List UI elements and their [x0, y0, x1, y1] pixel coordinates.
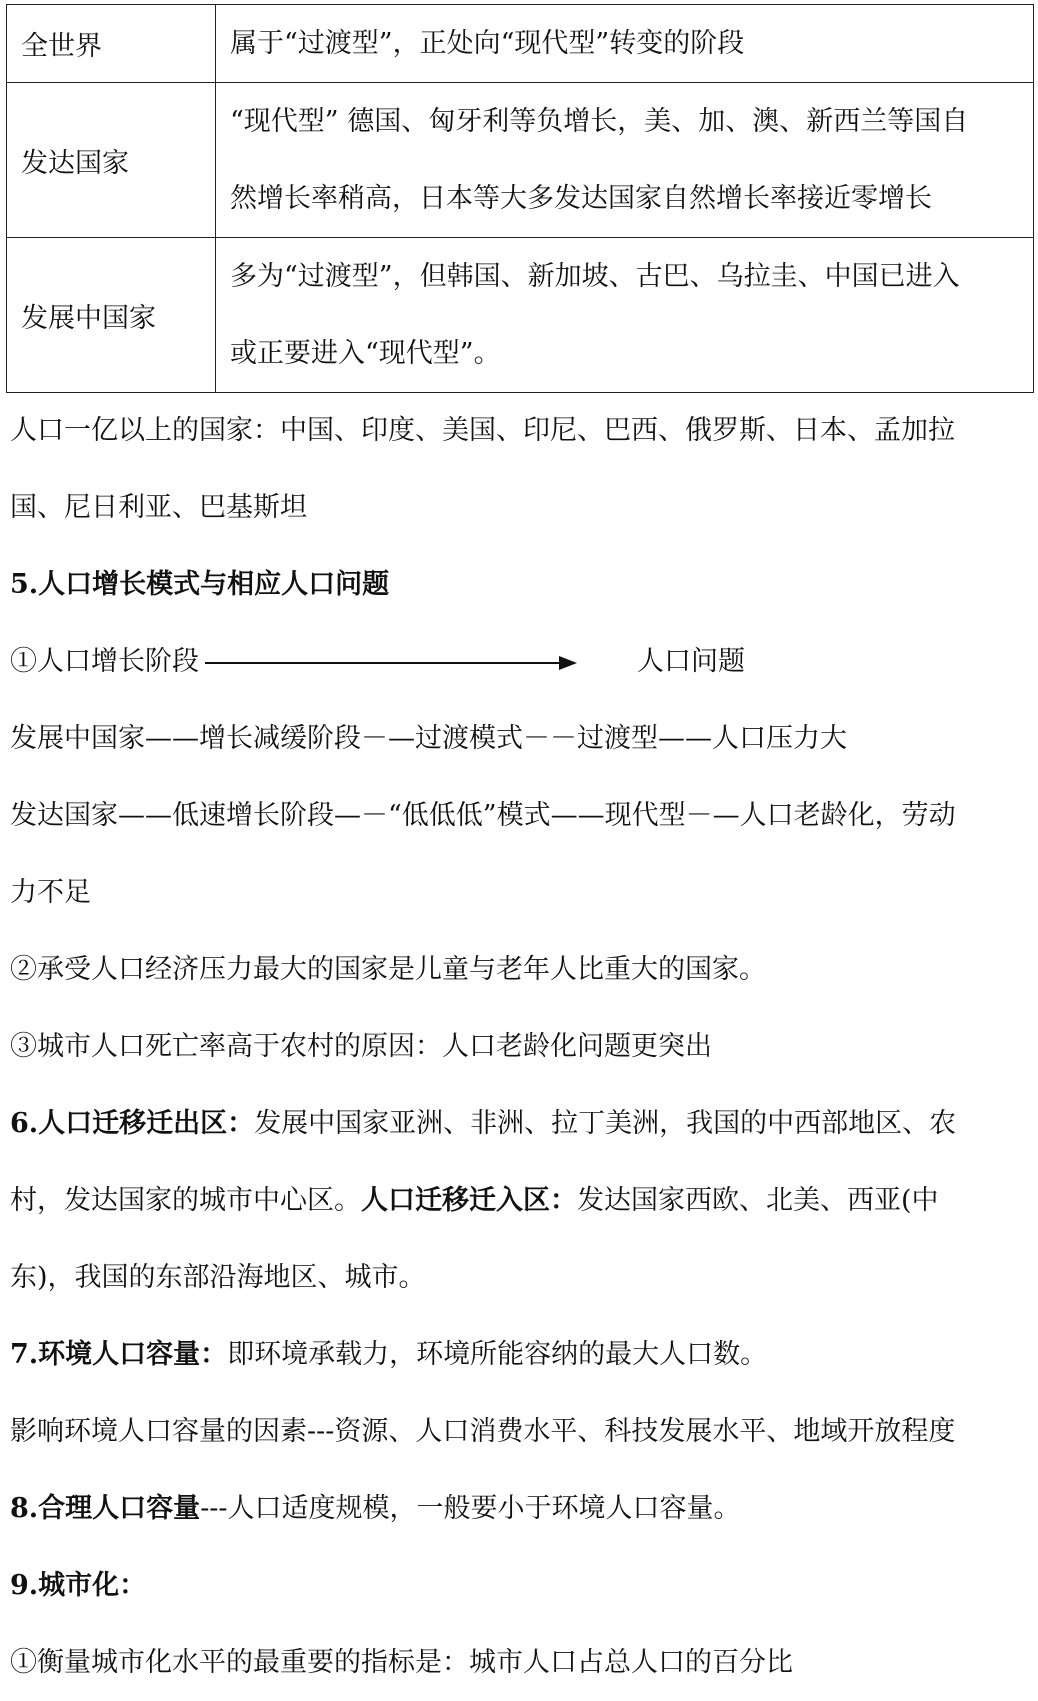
term-heading: 7.环境人口容量： — [10, 1339, 228, 1370]
paragraph-line: 国、尼日利亚、巴基斯坦 — [10, 492, 307, 523]
term-heading: 6.人口迁移迁出区： — [10, 1108, 255, 1139]
paragraph-line: 发展中国家——增长减缓阶段－—过渡模式－－过渡型——人口压力大 — [10, 723, 847, 754]
term-text: 村，发达国家的城市中心区。 — [10, 1185, 361, 1216]
description-cell — [216, 238, 1034, 393]
description-cell — [216, 5, 1034, 83]
paragraph-line: 人口一亿以上的国家：中国、印度、美国、印尼、巴西、俄罗斯、日本、孟加拉 — [10, 415, 955, 446]
paragraph-line — [10, 1085, 1032, 1162]
term-text: 发达国家西欧、北美、西亚(中 — [577, 1185, 939, 1216]
term-heading: 8.合理人口容量 — [10, 1493, 201, 1524]
description-line: 然增长率稍高，日本等大多发达国家自然增长率接近零增长 — [230, 183, 932, 214]
description-line: 或正要进入“现代型”。 — [230, 338, 501, 369]
term-text: ---人口适度规模，一般要小于环境人口容量。 — [200, 1493, 741, 1524]
paragraph-line — [10, 1316, 1032, 1393]
paragraph-line: ②承受人口经济压力最大的国家是儿童与老年人比重大的国家。 — [10, 954, 766, 985]
paragraph-line — [10, 1162, 1032, 1239]
table-row — [7, 238, 1034, 393]
section-heading: 9.城市化： — [10, 1570, 147, 1601]
population-type-table — [6, 4, 1034, 393]
paragraph-line: ③城市人口死亡率高于农村的原因：人口老龄化问题更突出 — [10, 1031, 712, 1062]
paragraph-line: 发达国家——低速增长阶段—－“低低低”模式——现代型－—人口老龄化，劳动 — [10, 800, 956, 831]
region-cell: 发达国家 — [7, 83, 216, 238]
paragraph-line: 力不足 — [10, 877, 91, 908]
term-text: 发展中国家亚洲、非洲、拉丁美洲，我国的中西部地区、农 — [254, 1108, 957, 1139]
table-row — [7, 5, 1034, 83]
region-cell: 全世界 — [7, 5, 216, 83]
paragraph-line — [10, 623, 1032, 700]
term-text: 即环境承载力，环境所能容纳的最大人口数。 — [227, 1339, 768, 1370]
growth-stage-label: ①人口增长阶段 — [10, 646, 199, 677]
description-cell — [216, 83, 1034, 238]
population-problem-label: 人口问题 — [637, 646, 745, 677]
term-heading: 人口迁移迁入区： — [361, 1185, 577, 1216]
paragraph-line: 影响环境人口容量的因素---资源、人口消费水平、科技发展水平、地域开放程度 — [10, 1416, 956, 1447]
region-cell: 发展中国家 — [7, 238, 216, 393]
body-text — [10, 392, 1032, 1701]
description-line: “现代型” 德国、匈牙利等负增长，美、加、澳、新西兰等国自 — [230, 106, 969, 137]
section-heading: 5.人口增长模式与相应人口问题 — [10, 569, 390, 600]
paragraph-line: ①衡量城市化水平的最重要的指标是：城市人口占总人口的百分比 — [10, 1647, 793, 1678]
paragraph-line: 东)，我国的东部沿海地区、城市。 — [10, 1262, 426, 1293]
description-line: 属于“过渡型”，正处向“现代型”转变的阶段 — [230, 28, 745, 59]
table-row — [7, 83, 1034, 238]
paragraph-line — [10, 1470, 1032, 1547]
right-arrow-icon — [205, 653, 577, 673]
description-line: 多为“过渡型”，但韩国、新加坡、古巴、乌拉圭、中国已进入 — [230, 261, 960, 292]
